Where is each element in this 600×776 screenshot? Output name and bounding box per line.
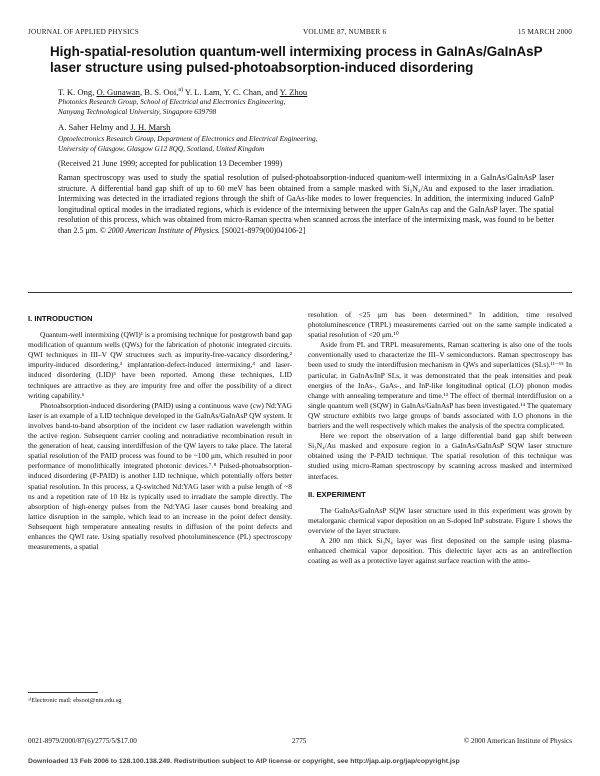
- section-heading-introduction: I. INTRODUCTION: [28, 314, 93, 323]
- abstract-divider: [28, 292, 572, 293]
- footer-code: 0021-8979/2000/87(6)/2775/5/$17.00: [28, 737, 137, 745]
- paragraph: The GaInAs/GaInAsP SQW laser structure used in this experiment was grown by metalorganic chemical vapor deposition on an S-doped InP substrate. Figure 1 shows the overview of the layer structure.: [308, 505, 572, 535]
- paragraph: resolution of <25 μm has been determined.⁹ In addition, time resolved photoluminescence (TRPL) measurements carried out on the same sample indicated a spatial resolution of <20 μm.¹⁰: [308, 310, 572, 340]
- journal-name: JOURNAL OF APPLIED PHYSICS: [28, 28, 139, 36]
- affiliation-line: University of Glasgow, Glasgow G12 8QQ, Scotland, United Kingdom: [58, 143, 265, 153]
- author-list-2: [58, 122, 558, 133]
- author-name: A. Saher Helmy and: [58, 122, 131, 132]
- affiliation-line: Optoelectronics Research Group, Department of Electronics and Electrical Engineering,: [58, 134, 318, 143]
- footer-copyright: © 2000 American Institute of Physics: [463, 737, 572, 745]
- paragraph: Quantum-well intermixing (QWI)¹ is a promising technique for postgrowth band gap modification of quantum wells (QWs) for the fabrication of photonic integrated circuits. QWI techniques in III–V QW structures such as impurity-free-vacancy disordering,² impurity-induced disordering,³ implantation-defect-induced intermixing,⁴ and laser-induced disordering (LID)⁵ have been reported. Among these techniques, LID techniques are attractive as they are impurity free and offer the possibility of a direct writing capability.⁶: [28, 330, 292, 400]
- abstract-copyright: © 2000 American Institute of Physics.: [99, 225, 220, 235]
- volume-number: VOLUME 87, NUMBER 6: [303, 28, 387, 36]
- abstract-text: Raman spectroscopy was used to study the spatial resolution of pulsed-photoabsorption-induced quantum-well intermixing in a GaInAs/GaInAsP laser structure. A differential band gap shift of up to 60 meV has been obtained from a sample masked with Si₃N₄/Au and exposed to the laser irradiation. Intermixing was detected in the irradiated regions through the shift of GaAs-like modes to lower frequencies. In addition, the intermixing induced GaInP longitudinal optical modes in the irradiated regions, which is evidence of the intermixing between the upper GaInAs cap and the GaInAsP layer. The spatial resolution of this process, which was obtained from micro-Raman spectra when scanned across the interface of the intermixing mask, was found to be better than 2.5 μm.: [58, 173, 554, 235]
- paragraph: Here we report the observation of a large differential band gap shift between Si₃N₄/Au masked and exposure region in a GaInAs/GaInAsP SQW laser structure obtained using the P-PAID technique. The spatial resolution of this technique was studied using micro-Raman spectroscopy by scanning across masked and intermixed interfaces.: [308, 431, 572, 481]
- received-dates: (Received 21 June 1999; accepted for publication 13 December 1999): [58, 159, 283, 168]
- affiliation-line: Nanyang Technological University, Singapore 639798: [58, 106, 217, 116]
- download-notice: Downloaded 13 Feb 2006 to 128.100.138.249. Redistribution subject to AIP license or copyright, see http://jap.aip.org/jap/copyright.jsp: [28, 758, 460, 765]
- author-link[interactable]: O. Gunawan: [96, 86, 140, 97]
- issue-date: 15 MARCH 2000: [517, 28, 572, 36]
- affiliation-2: [58, 134, 558, 153]
- running-header: [28, 28, 572, 40]
- section-heading-experiment: II. EXPERIMENT: [308, 489, 366, 499]
- author-name: , B. S. Ooi,: [139, 86, 179, 97]
- paragraph: A 200 nm thick Si₃N₄ layer was first deposited on the sample using plasma-enhanced chemical vapor deposition. This dielectric layer acts as an antireflection coating as well as a protective layer against surface reaction with the atmo-: [308, 535, 572, 566]
- footnote-divider: [28, 692, 98, 693]
- author-name: Y. L. Lam, Y. C. Chan, and: [183, 86, 280, 97]
- paragraph: Photoabsorption-induced disordering (PAID) using a continuous wave (cw) Nd:YAG laser is an example of a LID technique developed in the GaInAs/GaInAsP QW system. It involves band-to-band absorption of the incident cw laser radiation wavelength within the active region. Subsequent carrier cooling and nonradiative recombination result in the generation of heat, causing interdiffusion of the QW layers to take place. The lateral spatial resolution of the PAID process was found to be ~100 μm, which resulted in poor performance of monolithically integrated photonic devices.⁷˒⁸ Pulsed-photoabsorption-induced disordering (P-PAID) is another LID technique, which potentially offers better spatial resolution. In this process, a Q-switched Nd:YAG laser with a pulse length of ~8 ns and a repetition rate of 10 Hz is typically used to irradiate the sample directly. The absorption of high-energy pulses from the Nd:YAG laser causes bond breaking and lattice disruption in the sample, which lead to an increase in the point defect density. Subsequent high temperature annealing results in diffusion of the point defects and enhances the QWI rate. Using spatially resolved photoluminescence (PL) spectroscopy measurements, a spatial: [28, 400, 292, 552]
- affiliation-line: Photonics Research Group, School of Electrical and Electronics Engineering,: [58, 97, 286, 106]
- paragraph: Aside from PL and TRPL measurements, Raman scattering is also one of the tools conventionally used to characterize the III–V semiconductors. Raman spectroscopy has been used to study the interdiffusion mechanism in QWs and superlattices (SLs).¹¹⁻¹⁵ In particular, in GaInAs/InP SLs, it was demonstrated that the peak intensities and peak energies of the InAs-, GaAs-, and InP-like longitudinal optical (LO) phonon modes change with annealing temperature and time.¹³ The effect of thermal interdiffusion on a single quantum well (SQW) in GaInAs/GaInAsP has been investigated.¹⁴ The quaternary QW structure exhibits two large groups of bands associated with LO phonons in the barriers and the well respectively which makes the analysis of the spectra complicated.: [308, 340, 572, 431]
- author-list-1: [58, 85, 558, 98]
- paper-title: High-spatial-resolution quantum-well intermixing process in GaInAs/GaInAsP laser structure using pulsed-photoabsorption-induced disordering: [50, 44, 543, 75]
- page-number: 2775: [292, 737, 307, 745]
- author-link[interactable]: Y. Zhou: [279, 86, 308, 97]
- author-link[interactable]: J. H. Marsh: [130, 122, 171, 132]
- footnote-email: ᵃ⁾Electronic mail: ebsooi@ntu.edu.sg: [28, 697, 122, 704]
- left-column: [28, 314, 292, 552]
- author-name: T. K. Ong,: [58, 86, 97, 97]
- footnote-marker: a): [178, 87, 184, 93]
- abstract-code: [S0021-8979(00)04106-2]: [219, 225, 306, 235]
- abstract: [58, 173, 554, 236]
- right-column: [308, 310, 572, 566]
- affiliation-1: [58, 97, 558, 116]
